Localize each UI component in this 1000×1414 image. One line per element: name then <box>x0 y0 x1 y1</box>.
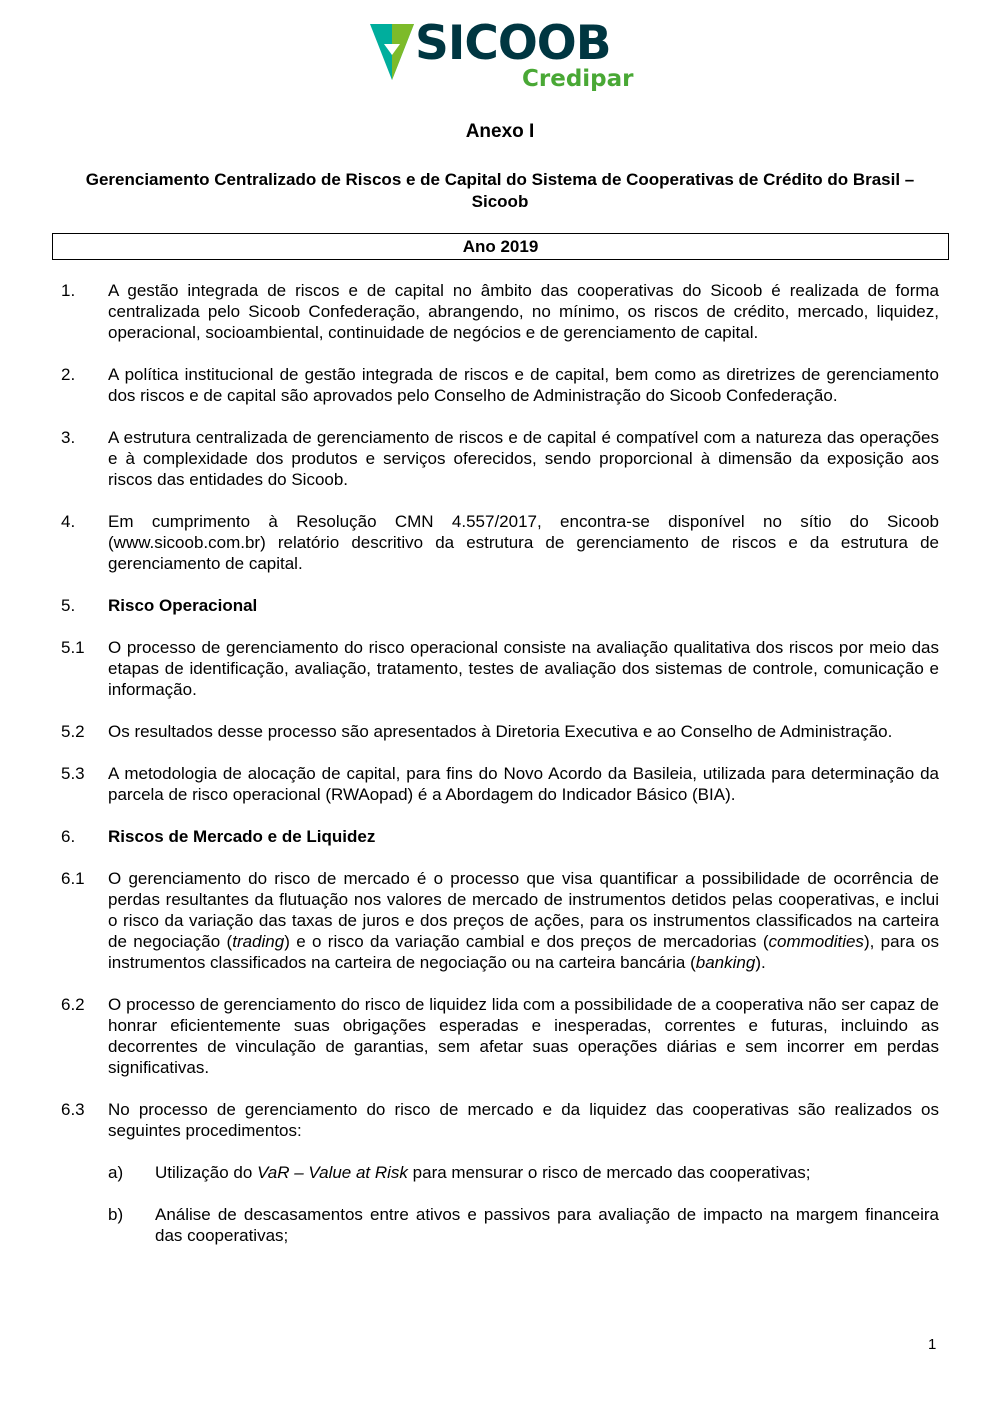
italic-term: VaR – Value at Risk <box>257 1163 408 1182</box>
item-text: Em cumprimento à Resolução CMN 4.557/2017, encontra-se disponível no sítio do Sicoob (www.sicoob.com.br) relatório descritivo da estrutura de gerenciamento de riscos e da estrutura de gerenciamento de capital. <box>108 512 939 573</box>
section-title: Risco Operacional <box>108 596 258 615</box>
sub-item-text <box>155 1162 939 1183</box>
sub-item-text: Análise de descasamentos entre ativos e passivos para avaliação de impacto na margem financeira das cooperativas; <box>155 1205 939 1245</box>
list-item <box>61 763 939 805</box>
item-number: 1. <box>61 281 76 300</box>
sicoob-logo-icon <box>370 24 414 82</box>
text-run: Utilização do <box>155 1163 258 1182</box>
logo-subtitle: Credipar <box>522 66 634 92</box>
item-text: O processo de gerenciamento do risco operacional consiste na avaliação qualitativa dos riscos por meio das etapas de identificação, avaliação, tratamento, testes de avaliação dos sistemas de controle, comunicação e informação. <box>108 638 939 699</box>
document-subtitle: Gerenciamento Centralizado de Riscos e de Capital do Sistema de Cooperativas de Crédito do Brasil – Sicoob <box>85 170 915 211</box>
page-title: Anexo I <box>465 121 535 142</box>
text-run: para mensurar o risco de mercado das cooperativas; <box>407 1163 811 1182</box>
italic-term: commodities <box>768 932 864 951</box>
text-run: ). <box>755 953 766 972</box>
item-number: 6. <box>61 827 76 846</box>
item-text: A estrutura centralizada de gerenciamento de riscos e de capital é compatível com a natureza das operações e à complexidade dos produtos e serviços oferecidos, sendo proporcional à dimensão da exposição aos riscos das entidades do Sicoob. <box>108 428 939 489</box>
item-number: 5.2 <box>61 722 85 741</box>
list-item <box>61 868 939 973</box>
item-text: A gestão integrada de riscos e de capital no âmbito das cooperativas do Sicoob é realizada de forma centralizada pelo Sicoob Confederação, abrangendo, no mínimo, os riscos de crédito, mercado, liquidez, operacional, socioambiental, continuidade de negócios e de gerenciamento de capital. <box>108 281 939 342</box>
list-item <box>61 637 939 700</box>
sub-item-letter: b) <box>108 1205 124 1224</box>
item-number: 5. <box>61 596 76 615</box>
section-title: Riscos de Mercado e de Liquidez <box>108 827 376 846</box>
item-text: A política institucional de gestão integrada de riscos e de capital, bem como as diretrizes de gerenciamento dos riscos e de capital são aprovados pelo Conselho de Administração do Sicoob Confederação. <box>108 365 939 405</box>
list-item <box>61 511 939 574</box>
italic-term: trading <box>232 932 285 951</box>
text-run: O gerenciamento do risco de mercado é o processo que visa quantificar a possibilidade de ocorrência de perdas resultantes da flutuação nos valores de mercado de instrumentos detidos pelas cooperativas, e inclui o risco da variação das taxas de juros e dos preços de ações, para os instrumentos classificados na carteira de negociação ( <box>108 869 939 951</box>
item-number: 4. <box>61 512 76 531</box>
list-item <box>61 1099 939 1141</box>
item-number: 3. <box>61 428 76 447</box>
sub-item-letter: a) <box>108 1163 124 1182</box>
sicoob-logo <box>370 16 640 102</box>
item-number: 6.1 <box>61 869 85 888</box>
item-number: 6.3 <box>61 1100 85 1119</box>
item-text: No processo de gerenciamento do risco de mercado e da liquidez das cooperativas são realizados os seguintes procedimentos: <box>108 1100 939 1140</box>
document-body <box>61 280 939 1267</box>
item-number: 6.2 <box>61 995 85 1014</box>
item-text: A metodologia de alocação de capital, para fins do Novo Acordo da Basileia, utilizada para determinação da parcela de risco operacional (RWAopad) é a Abordagem do Indicador Básico (BIA). <box>108 764 939 804</box>
list-item <box>61 994 939 1078</box>
list-item <box>61 364 939 406</box>
page-number: 1 <box>928 1336 937 1353</box>
item-text: Os resultados desse processo são apresentados à Diretoria Executiva e ao Conselho de Administração. <box>108 722 893 741</box>
section-heading <box>61 595 939 616</box>
item-text <box>108 868 939 973</box>
sub-list-item <box>108 1204 939 1246</box>
list-item <box>61 721 939 742</box>
item-number: 2. <box>61 365 76 384</box>
item-number: 5.3 <box>61 764 85 783</box>
section-heading <box>61 826 939 847</box>
item-text: O processo de gerenciamento do risco de liquidez lida com a possibilidade de a cooperativa não ser capaz de honrar eficientemente suas obrigações esperadas e inesperadas, correntes e futuras, incluindo as decorrentes de vinculação de garantias, sem afetar suas operações diárias e sem incorrer em perdas significativas. <box>108 995 939 1077</box>
logo-name: SICOOB <box>415 16 611 71</box>
list-item <box>61 427 939 490</box>
year-box: Ano 2019 <box>52 233 949 260</box>
italic-term: banking <box>695 953 756 972</box>
list-item <box>61 280 939 343</box>
sub-list-item <box>108 1162 939 1183</box>
text-run: ), para os instrumentos classificados na carteira de negociação ou na carteira bancária ( <box>108 932 939 972</box>
item-number: 5.1 <box>61 638 85 657</box>
text-run: ) e o risco da variação cambial e dos preços de mercadorias ( <box>284 932 769 951</box>
